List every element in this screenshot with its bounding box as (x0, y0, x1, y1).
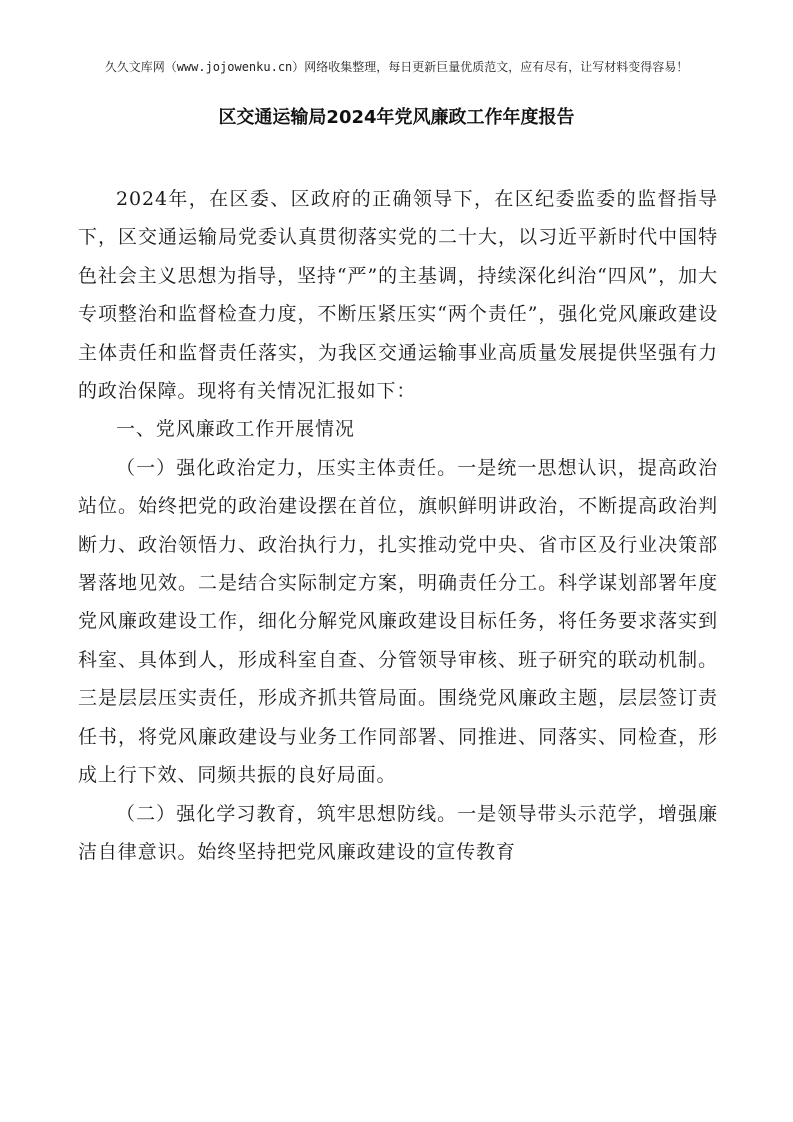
paragraph-section-1: （一）强化政治定力，压实主体责任。一是统一思想认识，提高政治站位。始终把党的政治建设摆在首位，旗帜鲜明讲政治，不断提高政治判断力、政治领悟力、政治执行力，扎实推动党中央、省市区及行业决策部署落地见效。二是结合实际制定方案，明确责任分工。科学谋划部署年度党风廉政建设工作，细化分解党风廉政建设目标任务，将任务要求落实到科室、具体到人，形成科室自查、分管领导审核、班子研究的联动机制。三是层层压实责任，形成齐抓共管局面。围绕党风廉政主题，层层签订责任书，将党风廉政建设与业务工作同部署、同推进、同落实、同检查，形成上行下效、同频共振的良好局面。 (78, 456, 718, 787)
header-note: 久久文库网（www.jojowenku.cn）网络收集整理，每日更新巨量优质范文，应有尽有，让写材料变得容易！ (104, 60, 689, 74)
document-title: 区交通运输局2024年党风廉政工作年度报告 (218, 107, 575, 128)
paragraph-intro: 2024年，在区委、区政府的正确领导下，在区纪委监委的监督指导下，区交通运输局党委认真贯彻落实党的二十大，以习近平新时代中国特色社会主义思想为指导，坚持“严”的主基调，持续深化纠治“四风”，加大专项整治和监督检查力度，不断压紧压实“两个责任”，强化党风廉政建设主体责任和监督责任落实，为我区交通运输事业高质量发展提供坚强有力的政治保障。现将有关情况汇报如下： (78, 188, 718, 403)
paragraph-section-2: （二）强化学习教育，筑牢思想防线。一是领导带头示范学，增强廉洁自律意识。始终坚持把党风廉政建设的宣传教育 (78, 802, 718, 863)
document-body (78, 180, 718, 871)
section-heading: 一、党风廉政工作开展情况 (116, 418, 355, 441)
